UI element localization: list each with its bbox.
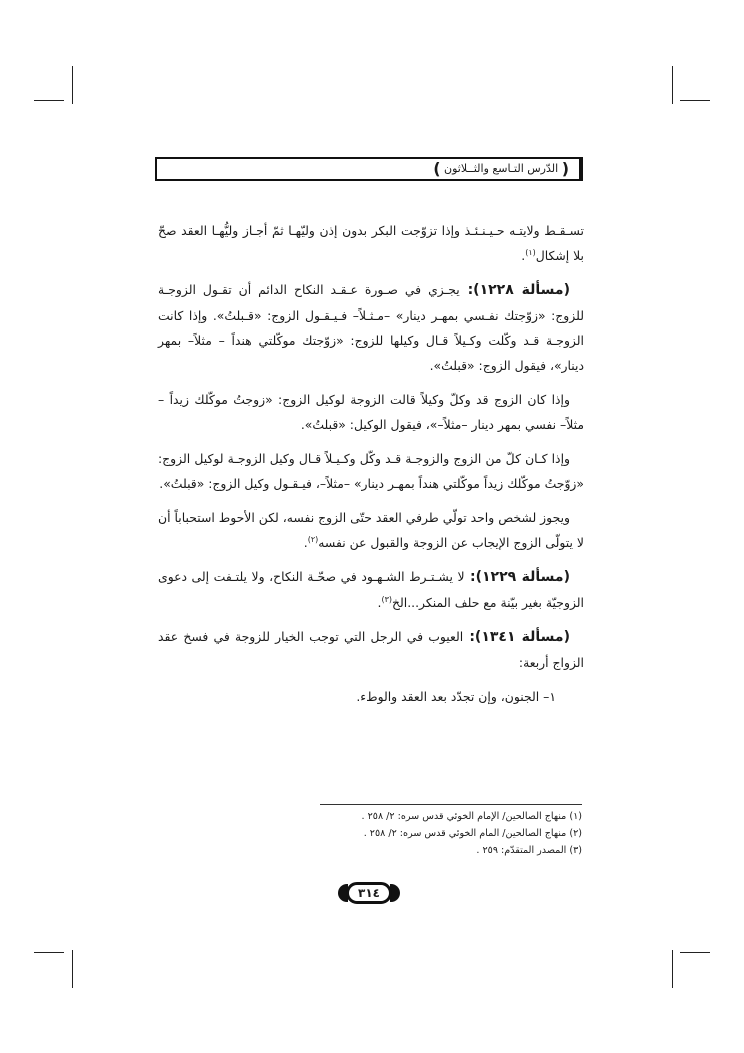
paragraph-text: تسـقـط ولايتـه حـيـنـئـذ وإذا تزوّجت البكر بدون إذن وليّهـا ثمّ أجـاز وليُّهـا العقد صحّ بلا إشكال bbox=[158, 223, 584, 263]
paragraph bbox=[158, 564, 584, 615]
paragraph-text: ويجوز لشخص واحد تولّي طرفي العقد حتّى الزوج نفسه، لكن الأحوط استحباباً أن لا يتولّى الزوج الإيجاب عن الزوجة والقبول عن نفسه bbox=[158, 510, 584, 550]
paragraph bbox=[158, 446, 584, 496]
footnote-ref: (٢) bbox=[307, 534, 319, 544]
header-bracket-right: ( bbox=[561, 159, 569, 178]
paragraph-text: وإذا كان الزوج قد وكلّ وكيلاً قالت الزوجة لوكيل الزوج: «زوجتُ موكّلك زيداً –مثلاً– نفسي بمهر دينار –مثلاً–»، فيقول الوكيل: «قبلتُ». bbox=[158, 392, 584, 432]
footnote-ref: (٣) bbox=[381, 594, 392, 604]
header-bracket-left: ) bbox=[433, 159, 441, 178]
page-number: ٣١٤ bbox=[358, 886, 380, 900]
paragraph bbox=[158, 505, 584, 555]
page-number-badge bbox=[338, 880, 400, 906]
issue-heading: (مسألة ١٢٢٨): bbox=[459, 282, 570, 298]
paragraph-text: ١– الجنون، وإن تجدّد بعد العقد والوطء. bbox=[356, 689, 556, 704]
paragraph-text: يجـزي في صـورة عـقـد النكاح الدائم أن تقـول الزوجـة للزوج: «زوّجتك نفـسي بمهـر دينار» –مـثـلاً– فـيـقـول الزوج: «قـبلتُ». وإذا كانت الزوجـة قـد وكّلت وكـيلاً قـال وكيلها للزوج: «زوّجتك موكّلتي هنداً – مثلاً– بمهر دينار»، فيقول الزوج: «قبلتُ». bbox=[158, 282, 584, 373]
paragraph bbox=[158, 218, 584, 268]
crop-mark bbox=[72, 950, 73, 988]
crop-mark bbox=[34, 952, 64, 953]
issue-heading: (مسألة ١٢٢٩): bbox=[464, 569, 570, 585]
crop-mark bbox=[72, 66, 73, 104]
footnotes bbox=[300, 808, 582, 859]
main-text bbox=[158, 218, 584, 718]
footnote: (١) منهاج الصالحين/ الإمام الخوئي قدس سره: ٢/ ٢٥٨ . bbox=[361, 811, 582, 822]
paragraph bbox=[158, 624, 584, 675]
running-header bbox=[155, 157, 583, 181]
paragraph-tail: . bbox=[377, 595, 382, 610]
header-rule bbox=[579, 157, 583, 181]
crop-mark bbox=[672, 950, 673, 988]
footnote-divider bbox=[320, 804, 582, 805]
crop-mark bbox=[34, 100, 64, 101]
paragraph-text: لا يشـتـرط الشـهـود في صحّـة النكاح، ولا يلتـفت إلى دعوى الزوجيّة بغير بيّنة مع حلف المنكر...الخ bbox=[158, 569, 584, 610]
header-title-box bbox=[425, 160, 577, 178]
paragraph bbox=[158, 277, 584, 378]
paragraph-tail: . bbox=[521, 248, 526, 263]
paragraph-tail: . bbox=[303, 535, 308, 550]
crop-mark bbox=[680, 100, 710, 101]
paragraph-text: وإذا كـان كلّ من الزوج والزوجـة قـد وكّل وكـيـلاً قـال وكيل الزوجـة لوكيل الزوج: «زوّجتُ موكّلك زيداً موكّلتي هنداً بمهـر دينار» –مثلاً–، فيـقـول وكيل الزوج: «قبلتُ». bbox=[158, 451, 584, 491]
paragraph bbox=[158, 387, 584, 437]
crop-mark bbox=[680, 952, 710, 953]
footnote: (٣) المصدر المتقدّم: ٢٥٩ . bbox=[476, 845, 582, 856]
lesson-title: الدّرس التـاسع والثــلاثون bbox=[444, 162, 559, 175]
crop-mark bbox=[672, 66, 673, 104]
footnote: (٢) منهاج الصالحين/ المام الخوئي قدس سره: ٢/ ٢٥٨ . bbox=[363, 828, 582, 839]
list-item bbox=[158, 684, 584, 709]
footnote-ref: (١) bbox=[525, 247, 536, 257]
issue-heading: (مسألة ١٣٤١): bbox=[463, 629, 570, 645]
paragraph-text: العيوب في الرجل التي توجب الخيار للزوجة في فسخ عقد الزواج أربعة: bbox=[158, 629, 584, 670]
